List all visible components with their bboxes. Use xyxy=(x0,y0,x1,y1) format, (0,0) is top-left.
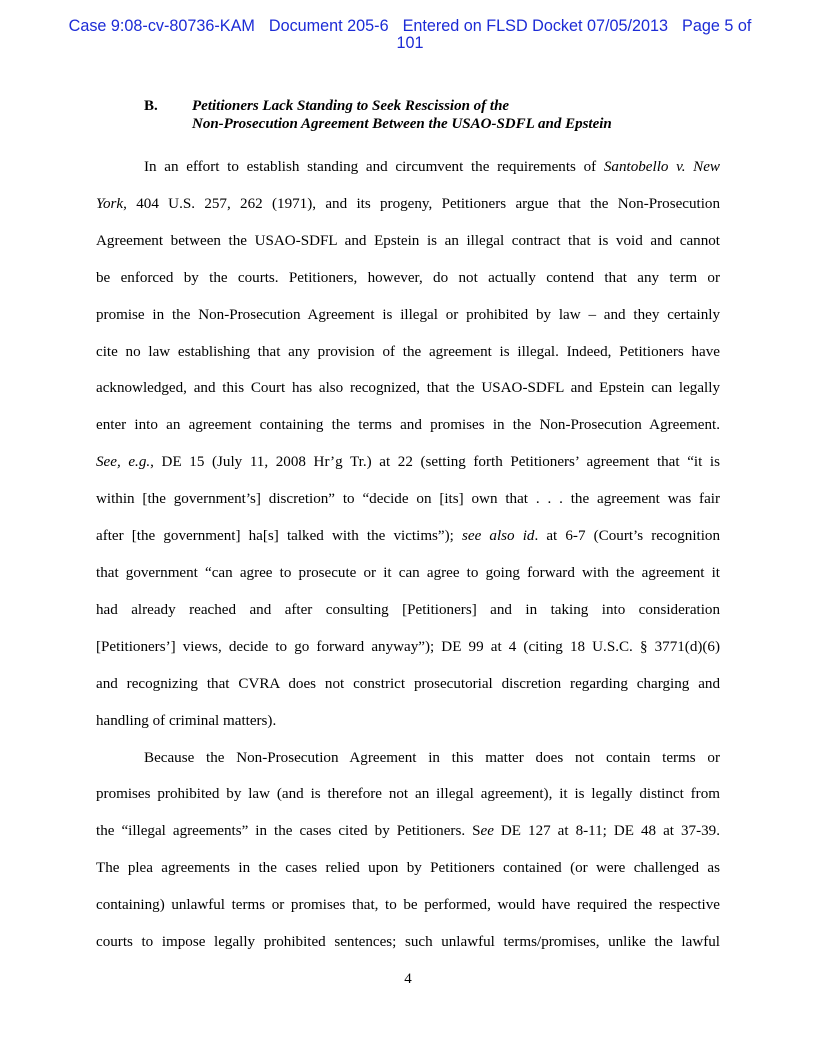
text-run: after [the government] ha[s] talked with the victims”); xyxy=(96,528,462,545)
section-title xyxy=(192,97,692,133)
page-number: 4 xyxy=(404,971,412,987)
section-title-line: Non-Prosecution Agreement Between the USAO-SDFL and Epstein xyxy=(192,116,612,132)
court-filing-header xyxy=(40,18,780,52)
filing-header-line-2: 101 xyxy=(396,34,424,52)
text-line: promises prohibited by law (and is therefore not an illegal agreement), it is legally distinct from xyxy=(96,786,720,803)
text-line: and recognizing that CVRA does not constrict prosecutorial discretion regarding charging and xyxy=(96,675,720,692)
signal-citation: see also id xyxy=(462,528,535,545)
document-body xyxy=(96,149,720,961)
signal-citation: ee xyxy=(480,823,494,840)
text-line: acknowledged, and this Court has also recognized, that the USAO-SDFL and Epstein can legally xyxy=(96,380,720,397)
text-line: courts to impose legally prohibited sentences; such unlawful terms/promises, unlike the lawful xyxy=(96,934,720,951)
text-line: Because the Non-Prosecution Agreement in this matter does not contain terms or xyxy=(144,749,720,766)
page-count: Page 5 of xyxy=(682,17,752,35)
text-line xyxy=(96,518,720,555)
paragraph-illegal-agreements xyxy=(96,740,720,961)
text-run: In an effort to establish standing and circumvent the requirements of xyxy=(144,159,604,175)
text-line: The plea agreements in the cases relied upon by Petitioners contained (or were challenged as xyxy=(96,860,720,877)
text-run: the “illegal agreements” in the cases cited by Petitioners. S xyxy=(96,823,481,840)
text-line: containing) unlawful terms or promises that, to be performed, would have required the respective xyxy=(96,897,720,914)
case-number: Case 9:08-cv-80736-KAM xyxy=(68,17,255,35)
docket-entry: Entered on FLSD Docket 07/05/2013 xyxy=(402,17,669,35)
text-line: had already reached and after consulting [Petitioners] and in taking into consideration xyxy=(96,601,720,618)
case-citation: York xyxy=(96,195,124,212)
text-line: that government “can agree to prosecute or it can agree to going forward with the agreement it xyxy=(96,564,720,581)
text-line xyxy=(96,149,720,186)
signal-citation: See, e.g. xyxy=(96,454,151,471)
text-line: be enforced by the courts. Petitioners, however, do not actually contend that any term or xyxy=(96,269,720,286)
text-run: , 404 U.S. 257, 262 (1971), and its progeny, Petitioners argue that the Non-Prosecution xyxy=(123,195,720,212)
text-line: [Petitioners’] views, decide to go forward anyway”); DE 99 at 4 (citing 18 U.S.C. § 3771(d)(6) xyxy=(96,638,720,655)
text-line: cite no law establishing that any provision of the agreement is illegal. Indeed, Petitioners have xyxy=(96,343,720,360)
document-number: Document 205-6 xyxy=(268,17,389,35)
text-run: . at 6-7 (Court’s recognition xyxy=(534,528,720,545)
filing-header-line-1 xyxy=(40,18,780,35)
text-line: enter into an agreement containing the terms and promises in the Non-Prosecution Agreement. xyxy=(96,417,720,434)
text-line: within [the government’s] discretion” to “decide on [its] own that . . . the agreement was fair xyxy=(96,491,720,508)
text-line: Agreement between the USAO-SDFL and Epstein is an illegal contract that is void and cannot xyxy=(96,232,720,249)
section-title-line: Petitioners Lack Standing to Seek Rescission of the xyxy=(192,98,510,114)
paragraph-standing xyxy=(96,149,720,740)
text-run: DE 127 at 8-11; DE 48 at 37-39. xyxy=(493,823,720,840)
text-line: promise in the Non-Prosecution Agreement is illegal or prohibited by law – and they certainly xyxy=(96,306,720,323)
text-line xyxy=(96,444,720,481)
section-letter: B. xyxy=(144,98,158,114)
text-line xyxy=(96,186,720,223)
text-line: handling of criminal matters). xyxy=(96,712,277,729)
case-citation: Santobello v. New xyxy=(603,159,721,175)
text-run: , DE 15 (July 11, 2008 Hr’g Tr.) at 22 (setting forth Petitioners’ agreement that “it is xyxy=(150,454,720,471)
text-line xyxy=(96,813,720,850)
